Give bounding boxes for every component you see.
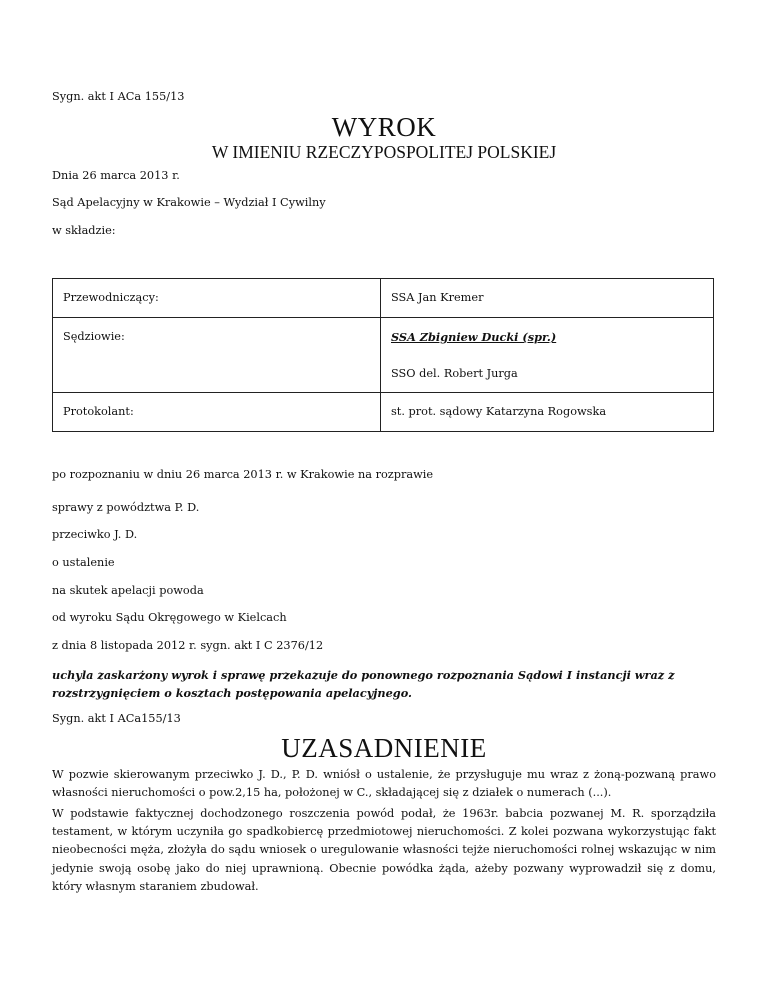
panel-row-chair bbox=[53, 279, 714, 318]
judges-label: Sędziowie: bbox=[63, 330, 125, 343]
proceedings-line-3: przeciwko J. D. bbox=[52, 528, 138, 541]
proceedings-line-7: z dnia 8 listopada 2012 r. sygn. akt I C 2376/12 bbox=[52, 639, 324, 652]
judgment-subtitle: W IMIENIU RZECZYPOSPOLITEJ POLSKIEJ bbox=[211, 142, 557, 162]
case-signature-justification: Sygn. akt I ACa155/13 bbox=[52, 712, 181, 725]
chair-label: Przewodniczący: bbox=[63, 291, 159, 304]
justification-paragraph-2: W podstawie faktycznej dochodzonego roszczenia powód podał, że 1963r. babcia pozwanej M. R. sporządziła testament, w którym uczyniła go spadkobiercę przedmiotowej nieruchomości. Z kolei pozwana wykorzystując fakt nieobecności męża, złożyła do sądu wniosek o uregulowanie własności tejże nieruchomości rolnej wskazując w nim jedynie swoją osobę jako do niej uprawnioną. Obecnie powódka żąda, ażeby pozwany wyprowadził się z domu, który własnym staraniem zbudował. bbox=[52, 807, 716, 893]
judge-rapporteur: SSA Zbigniew Ducki (spr.) bbox=[391, 330, 557, 344]
panel-row-judges bbox=[53, 318, 714, 393]
proceedings-line-6: od wyroku Sądu Okręgowego w Kielcach bbox=[52, 611, 287, 624]
proceedings-line-5: na skutek apelacji powoda bbox=[52, 584, 204, 597]
composition-intro: w składzie: bbox=[52, 224, 116, 237]
judgment-title: WYROK bbox=[331, 112, 437, 142]
clerk-name: st. prot. sądowy Katarzyna Rogowska bbox=[391, 405, 607, 418]
case-signature-top: Sygn. akt I ACa 155/13 bbox=[52, 90, 185, 103]
justification-title: UZASADNIENIE bbox=[281, 733, 487, 763]
proceedings-line-1: po rozpoznaniu w dniu 26 marca 2013 r. w Krakowie na rozprawie bbox=[52, 468, 434, 481]
court-name: Sąd Apelacyjny w Krakowie – Wydział I Cywilny bbox=[52, 196, 326, 209]
judge-delegated: SSO del. Robert Jurga bbox=[391, 367, 518, 380]
justification-paragraph-1: W pozwie skierowanym przeciwko J. D., P. D. wniósł o ustalenie, że przysługuje mu wraz z żoną-pozwaną prawo własności nieruchomości o pow.2,15 ha, położonej w C., składającej się z działek o numerach (...). bbox=[52, 768, 716, 800]
proceedings-line-4: o ustalenie bbox=[52, 556, 115, 569]
proceedings-line-2: sprawy z powództwa P. D. bbox=[52, 501, 200, 514]
chair-name: SSA Jan Kremer bbox=[391, 291, 484, 304]
clerk-label: Protokolant: bbox=[63, 405, 134, 418]
court-panel-table bbox=[52, 278, 714, 432]
verdict-text: uchyla zaskarżony wyrok i sprawę przekazuje do ponownego rozpoznania Sądowi I instancji wraz z rozstrzygnięciem o kosztach postępowania apelacyjnego. bbox=[52, 668, 675, 700]
panel-row-clerk bbox=[53, 393, 714, 432]
judgment-date: Dnia 26 marca 2013 r. bbox=[52, 169, 180, 182]
